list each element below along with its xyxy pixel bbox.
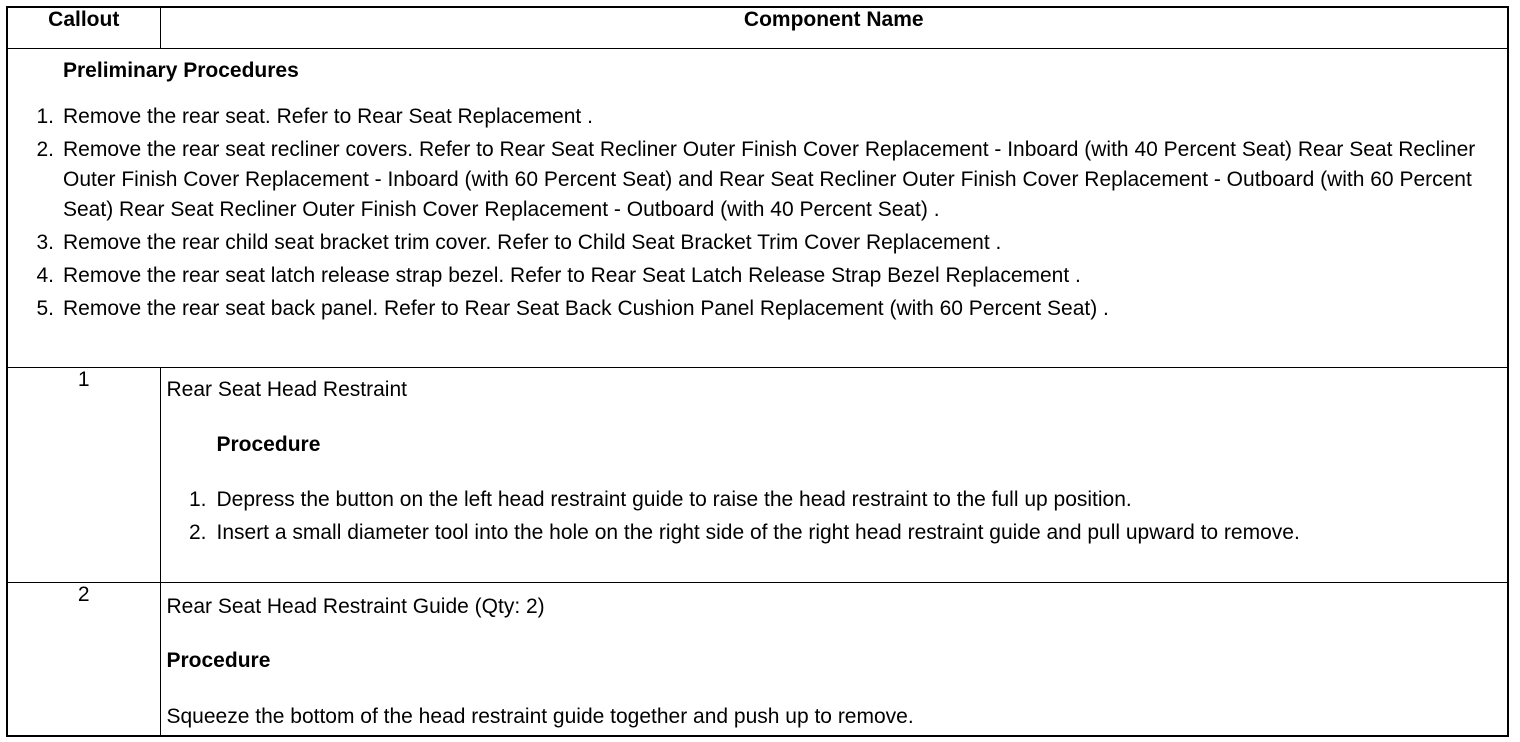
component-name: Rear Seat Head Restraint Guide (Qty: 2) — [166, 595, 545, 618]
preliminary-cell — [7, 49, 1508, 368]
list-item: 5. Remove the rear seat back panel. Refer to Rear Seat Back Cushion Panel Replacement (with 60 Percent Seat) . — [36, 297, 1109, 320]
list-item: 3. Remove the rear child seat bracket trim cover. Refer to Child Seat Bracket Trim Cover Replacement . — [36, 231, 1002, 254]
table-row — [7, 583, 1508, 737]
procedure-title: Procedure — [216, 433, 321, 456]
list-item: 1. Remove the rear seat. Refer to Rear Seat Replacement . — [36, 105, 593, 128]
callout-header: Callout — [7, 7, 160, 49]
preliminary-title: Preliminary Procedures — [63, 59, 299, 82]
list-item: 2. Remove the rear seat recliner covers. Refer to Rear Seat Recliner Outer Finish Cover Replacement - Inboard (with 40 Percent Seat) Rear Seat Recliner Outer Finish Cover Replacement - Inboard (with 60 Percent Seat) and Rear Seat Recliner Outer Finish Cover Replacement - Outboard (with 60 Percent Seat) Rear Seat Recliner Outer Finish Cover Replacement - Outboard (with 40 Percent Seat) . — [36, 138, 1476, 221]
list-item: 1. Depress the button on the left head restraint guide to raise the head restraint to the full up position. — [188, 488, 1132, 511]
list-item: 4. Remove the rear seat latch release strap bezel. Refer to Rear Seat Latch Release Strap Bezel Replacement . — [36, 264, 1081, 287]
table-row — [7, 368, 1508, 583]
header-row — [7, 7, 1508, 49]
component-cell — [160, 368, 1508, 583]
component-name: Rear Seat Head Restraint — [166, 378, 407, 401]
component-table — [6, 6, 1509, 737]
preliminary-steps — [8, 102, 1478, 327]
component-cell — [160, 583, 1508, 737]
procedure-steps — [161, 485, 1451, 551]
procedure-title: Procedure — [166, 649, 271, 672]
preliminary-row — [7, 49, 1508, 368]
component-name-header: Component Name — [160, 7, 1508, 49]
list-item: 2. Insert a small diameter tool into the hole on the right side of the right head restraint guide and pull upward to remove. — [188, 521, 1300, 544]
callout-cell: 1 — [7, 368, 160, 583]
procedure-text: Squeeze the bottom of the head restraint guide together and push up to remove. — [166, 705, 914, 728]
callout-cell: 2 — [7, 583, 160, 737]
